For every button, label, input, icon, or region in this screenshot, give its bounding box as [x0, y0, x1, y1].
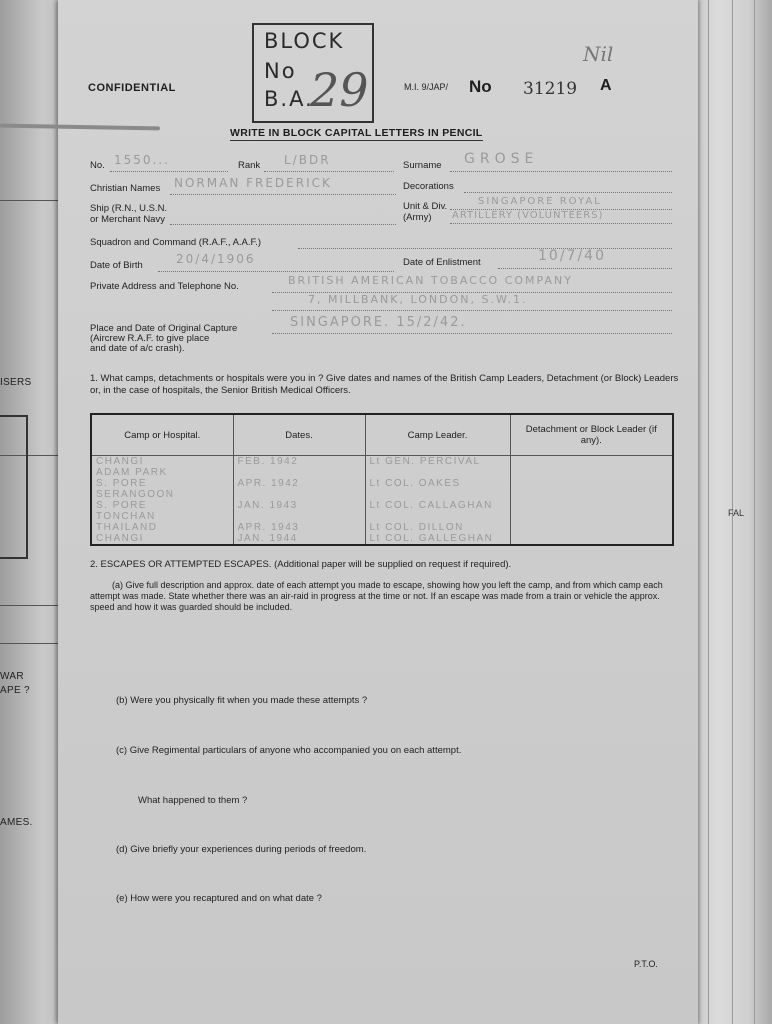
dates-cell[interactable]: APR. 1942 — [233, 478, 365, 489]
camp-table-row — [91, 511, 673, 522]
form-line — [0, 200, 64, 201]
capture-field[interactable]: SINGAPORE. 15/2/42. — [290, 315, 467, 330]
camp-cell[interactable]: THAILAND — [91, 522, 233, 533]
question-2d: (d) Give briefly your experiences during periods of freedom. — [116, 844, 367, 855]
dates-cell[interactable]: FEB. 1942 — [233, 456, 365, 468]
question-2-heading: 2. ESCAPES OR ATTEMPTED ESCAPES. (Additional paper will be supplied on request if required). — [90, 559, 512, 570]
dates-cell[interactable] — [233, 489, 365, 500]
camp-table-row — [91, 456, 673, 468]
unit-field-line-2[interactable]: ARTILLERY (VOLUNTEERS) — [452, 210, 604, 221]
detachment-leader-cell[interactable] — [510, 533, 673, 545]
column-header-camp: Camp or Hospital. — [91, 414, 233, 456]
camp-table-row — [91, 467, 673, 478]
surname-label: Surname — [403, 160, 442, 171]
address-field-line-2[interactable]: 7, MILLBANK, LONDON, S.W.1. — [308, 293, 528, 306]
stamp-ba-text: B.A. — [264, 87, 314, 111]
form-line — [0, 605, 64, 606]
detachment-leader-cell[interactable] — [510, 511, 673, 522]
squadron-label: Squadron and Command (R.A.F., A.A.F.) — [90, 237, 262, 248]
camp-table-row — [91, 533, 673, 545]
block-number-stamp — [252, 23, 374, 123]
liberated-pow-questionnaire — [58, 0, 698, 1024]
camp-table-row — [91, 478, 673, 489]
right-adjacent-pages — [694, 0, 772, 1024]
surname-field[interactable]: GROSE — [464, 151, 539, 167]
form-number: 31219 — [523, 79, 578, 99]
question-2e: (e) How were you recaptured and on what date ? — [116, 893, 322, 904]
camp-table-row — [91, 489, 673, 500]
camp-cell[interactable]: S. PORE — [91, 478, 233, 489]
block-number-handwritten: 29 — [310, 63, 369, 117]
question-2c: (c) Give Regimental particulars of anyone who accompanied you on each attempt. — [116, 745, 462, 756]
camp-cell[interactable]: SERANGOON — [91, 489, 233, 500]
camp-cell[interactable]: ADAM PARK — [91, 467, 233, 478]
stamp-block-text: BLOCK — [264, 29, 345, 53]
capture-label: Place and Date of Original Capture (Aircrew R.A.F. to give place and date of a/c crash). — [90, 323, 238, 354]
camp-leader-cell[interactable]: Lt GEN. PERCIVAL — [365, 456, 510, 468]
camp-table-row — [91, 522, 673, 533]
detachment-leader-cell[interactable] — [510, 489, 673, 500]
detachment-leader-cell[interactable] — [510, 478, 673, 489]
dates-cell[interactable]: JAN. 1944 — [233, 533, 365, 545]
christian-names-field[interactable]: NORMAN FREDERICK — [174, 176, 332, 190]
left-text-fragment: AMES. — [0, 817, 33, 828]
column-header-camp-leader: Camp Leader. — [365, 414, 510, 456]
left-text-fragment: APE ? — [0, 685, 30, 696]
left-text-fragment: ISERS — [0, 377, 32, 388]
camp-leader-cell[interactable]: Lt COL. GALLEGHAN — [365, 533, 510, 545]
christian-names-label: Christian Names — [90, 183, 161, 194]
decorations-label: Decorations — [403, 181, 454, 192]
dob-label: Date of Birth — [90, 260, 143, 271]
camp-cell[interactable]: S. PORE — [91, 500, 233, 511]
instruction-heading: WRITE IN BLOCK CAPITAL LETTERS IN PENCIL — [230, 127, 483, 139]
stamp-no-text: No — [264, 59, 297, 83]
enlistment-field[interactable]: 10/7/40 — [538, 248, 606, 264]
question-2c-followup: What happened to them ? — [138, 795, 248, 806]
question-1-text: 1. What camps, detachments or hospitals were you in ? Give dates and names of the British Camp Leaders, Detachment (or Block) Leaders or, in the case of hospitals, the Senior British Medical Officers. — [90, 373, 679, 396]
no-label: No. — [90, 160, 105, 171]
pto-label: P.T.O. — [634, 959, 658, 969]
form-suffix: A — [600, 77, 612, 94]
camps-table-header-row — [91, 414, 673, 456]
camp-leader-cell[interactable] — [365, 467, 510, 478]
address-label: Private Address and Telephone No. — [90, 281, 239, 292]
unit-field-line-1[interactable]: SINGAPORE ROYAL — [478, 196, 602, 207]
address-field-line-1[interactable]: BRITISH AMERICAN TOBACCO COMPANY — [288, 274, 573, 287]
camp-leader-cell[interactable] — [365, 489, 510, 500]
dates-cell[interactable]: JAN. 1943 — [233, 500, 365, 511]
detachment-leader-cell[interactable] — [510, 456, 673, 468]
classification-label: CONFIDENTIAL — [88, 82, 176, 94]
ship-label: Ship (R.N., U.S.N. or Merchant Navy — [90, 203, 168, 225]
detachment-leader-cell[interactable] — [510, 522, 673, 533]
no-field[interactable]: 1550... — [114, 153, 170, 167]
left-text-fragment: WAR — [0, 671, 24, 682]
form-line — [0, 643, 64, 644]
column-header-dates: Dates. — [233, 414, 365, 456]
camp-leader-cell[interactable]: Lt COL. CALLAGHAN — [365, 500, 510, 511]
camp-cell[interactable]: TONCHAN — [91, 511, 233, 522]
rank-field[interactable]: L/BDR — [284, 153, 331, 167]
question-2a: (a) Give full description and approx. date of each attempt you made to escape, showing how you left the camp, and from which camp each attempt was made. State whether there was an air-raid in progress at the time or not. If an escape was made from a train or vehicle the approx. speed and how it was guarded should be included. — [90, 580, 663, 612]
number-label: No — [469, 77, 492, 96]
mi-reference: M.I. 9/JAP/ — [404, 82, 449, 92]
dates-cell[interactable]: APR. 1943 — [233, 522, 365, 533]
camp-leader-cell[interactable]: Lt COL. DILLON — [365, 522, 510, 533]
enlistment-label: Date of Enlistment — [403, 257, 481, 268]
handwritten-note: Nil — [583, 42, 614, 66]
detachment-leader-cell[interactable] — [510, 467, 673, 478]
dates-cell[interactable] — [233, 511, 365, 522]
camp-table-row — [91, 500, 673, 511]
detachment-leader-cell[interactable] — [510, 500, 673, 511]
rank-label: Rank — [238, 160, 261, 171]
dates-cell[interactable] — [233, 467, 365, 478]
question-2b: (b) Were you physically fit when you made these attempts ? — [116, 695, 368, 706]
camps-table — [90, 413, 674, 546]
camp-cell[interactable]: CHANGI — [91, 456, 233, 468]
dob-field[interactable]: 20/4/1906 — [176, 252, 256, 266]
unit-label: Unit & Div. (Army) — [403, 201, 448, 223]
camp-cell[interactable]: CHANGI — [91, 533, 233, 545]
table-fragment — [0, 415, 28, 559]
camp-leader-cell[interactable]: Lt COL. OAKES — [365, 478, 510, 489]
right-text-fragment: FAL — [727, 508, 744, 518]
camp-leader-cell[interactable] — [365, 511, 510, 522]
column-header-detachment-leader: Detachment or Block Leader (if any). — [510, 414, 673, 456]
